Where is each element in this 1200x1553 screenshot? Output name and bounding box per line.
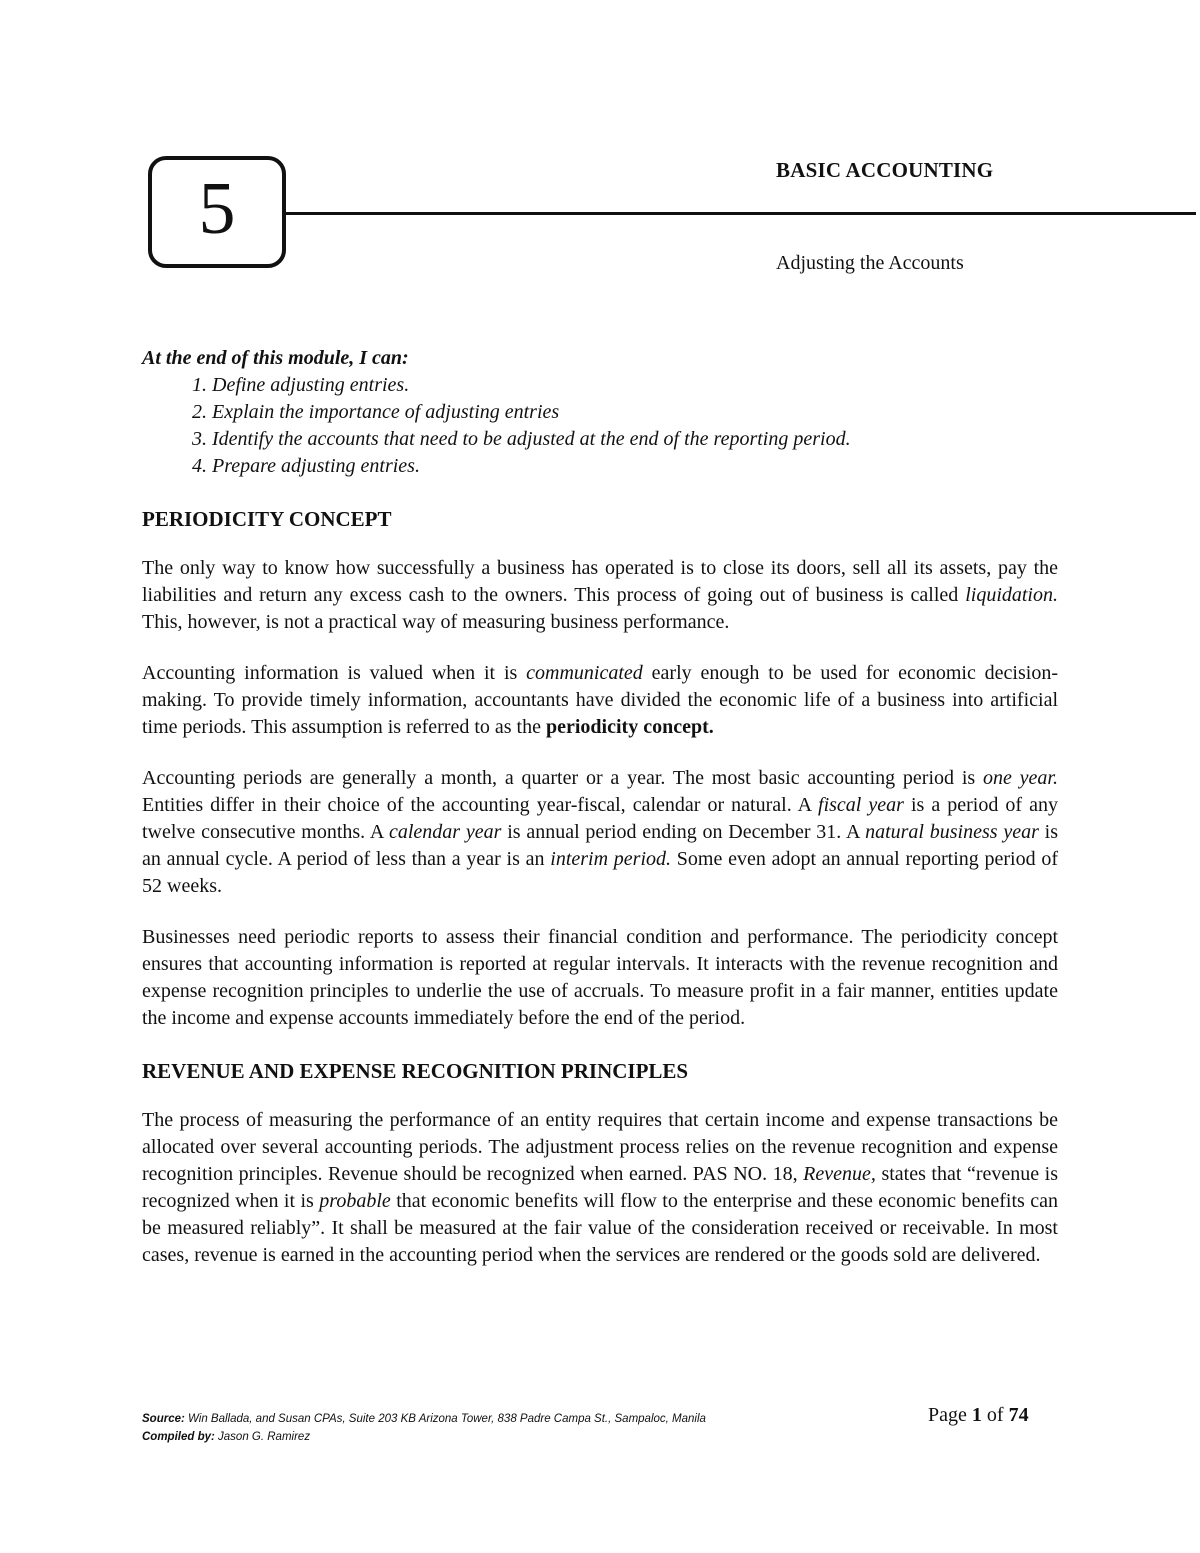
text-run: that economic benefits will flow to the enterprise and these economic benefits can be measured reliably”. It shall be measured at the fair value of the consideration received or receivable. In most cases, revenue is earned in the accounting period when the services are rendered or the goods sold are delivered.: [142, 1190, 1058, 1266]
compiled-text: Jason G. Ramirez: [214, 1431, 311, 1443]
emphasis-one-year: one year.: [982, 767, 1058, 789]
module-number-box: [148, 156, 286, 268]
emphasis-calendar-year: calendar year: [389, 821, 502, 843]
text-run: is annual period ending on December 31. A: [501, 821, 866, 843]
text-run: Some even adopt an annual reporting period of 52 weeks.: [142, 848, 1059, 897]
objective-item: 4. Prepare adjusting entries.: [212, 453, 1058, 480]
emphasis-communicated: communicated: [526, 662, 643, 684]
compiled-label: Compiled by:: [142, 1431, 215, 1443]
section-heading-recognition: REVENUE AND EXPENSE RECOGNITION PRINCIPLES: [142, 1059, 689, 1083]
emphasis-fiscal-year: fiscal year: [818, 794, 904, 816]
source-label: Source:: [142, 1413, 185, 1425]
text-run: Accounting periods are generally a month, a quarter or a year. The most basic accounting period is: [142, 767, 983, 789]
objective-item: 1. Define adjusting entries.: [212, 372, 1058, 399]
emphasis-interim-period: interim period.: [550, 848, 672, 870]
emphasis-probable: probable: [319, 1190, 391, 1212]
objectives-list: [142, 372, 1058, 480]
course-title: BASIC ACCOUNTING: [776, 158, 994, 182]
paragraph: Businesses need periodic reports to assess their financial condition and performance. The periodicity concept ensures that accounting information is reported at regular intervals. It interacts with the revenue recognition and expense recognition principles to underlie the use of accruals. To measure profit in a fair manner, entities update the income and expense accounts immediately before the end of the period.: [142, 926, 1058, 1029]
footer-source: [142, 1410, 1058, 1428]
text-run: Entities differ in their choice of the accounting year-fiscal, calendar or natural. A: [142, 794, 819, 816]
text-run: is a period of any twelve consecutive months. A: [142, 794, 1058, 843]
footer: [142, 1410, 1058, 1446]
page-prefix: Page: [928, 1404, 972, 1426]
text-run: The only way to know how successfully a business has operated is to close its doors, sell all its assets, pay the liabilities and return any excess cash to the owners. This process of going out of business is called: [142, 557, 1058, 606]
text-run: is an annual cycle. A period of less than a year is an: [142, 821, 1058, 870]
objective-item: 2. Explain the importance of adjusting entries: [212, 399, 1058, 426]
main-content: [142, 345, 1058, 1269]
emphasis-liquidation: liquidation.: [965, 584, 1058, 606]
paragraph: [142, 660, 1058, 741]
paragraph: [142, 765, 1058, 900]
module-number: 5: [198, 168, 236, 250]
strong-periodicity-concept: periodicity concept.: [546, 716, 714, 738]
paragraph: [142, 1107, 1058, 1269]
text-run: states that “revenue is recognized when it is: [142, 1163, 1059, 1212]
page-number: [928, 1404, 1029, 1427]
module-subtitle: Adjusting the Accounts: [776, 252, 964, 274]
page-current: 1: [971, 1404, 982, 1426]
objectives-title: At the end of this module, I can:: [142, 347, 409, 369]
page-total: 74: [1008, 1404, 1029, 1426]
header-rule: [286, 212, 1196, 215]
text-run: The process of measuring the performance of an entity requires that certain income and expense transactions be allocated over several accounting periods. The adjustment process relies on the revenue recognition and expense recognition principles. Revenue should be recognized when earned. PAS NO. 18,: [142, 1109, 1058, 1185]
emphasis-revenue: Revenue,: [803, 1163, 876, 1185]
section-heading-periodicity: PERIODICITY CONCEPT: [142, 507, 392, 531]
footer-compiled: [142, 1428, 1058, 1446]
emphasis-natural-business-year: natural business year: [865, 821, 1039, 843]
text-run: This, however, is not a practical way of measuring business performance.: [142, 611, 730, 633]
text-run: Accounting information is valued when it is: [142, 662, 527, 684]
text-run: early enough to be used for economic decision-making. To provide timely information, accountants have divided the economic life of a business into artificial time periods. This assumption is referred to as the: [142, 662, 1058, 738]
paragraph: [142, 555, 1058, 636]
source-text: Win Ballada, and Susan CPAs, Suite 203 KB Arizona Tower, 838 Padre Campa St., Sampaloc, Manila: [184, 1413, 706, 1425]
page-of: of: [981, 1404, 1009, 1426]
objective-item: 3. Identify the accounts that need to be adjusted at the end of the reporting period.: [212, 426, 1058, 453]
